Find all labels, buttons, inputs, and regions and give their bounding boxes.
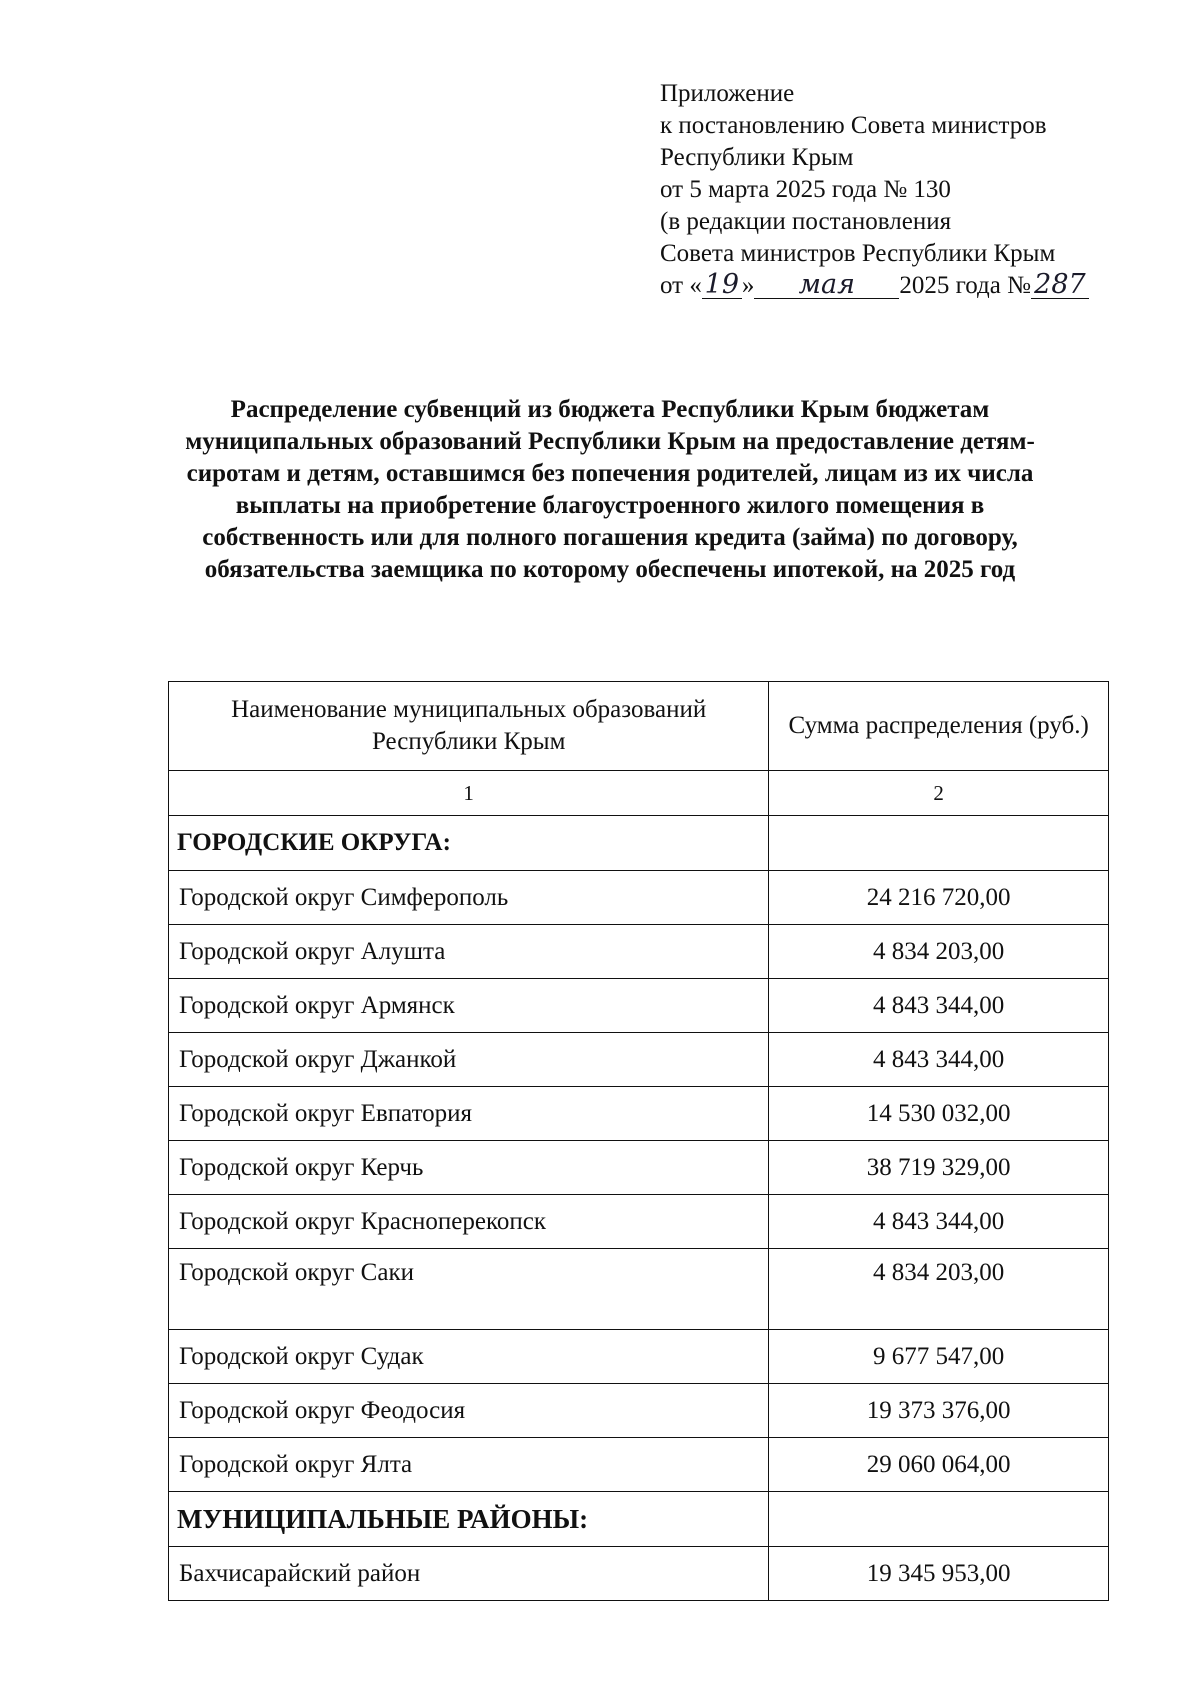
- header-line-2: к постановлению Совета министров: [660, 112, 1047, 139]
- header-line-3: Республики Крым: [660, 144, 854, 171]
- table-row: [169, 871, 1109, 925]
- table-row: [169, 1547, 1109, 1601]
- row-sum: 4 843 344,00: [769, 1033, 1109, 1087]
- row-sum: 9 677 547,00: [769, 1330, 1109, 1384]
- table-row: [169, 1438, 1109, 1492]
- section-title-urban: ГОРОДСКИЕ ОКРУГА:: [169, 816, 769, 871]
- table-row: [169, 1384, 1109, 1438]
- row-sum: 4 843 344,00: [769, 979, 1109, 1033]
- column-header-name: Наименование муниципальных образований Республики Крым: [169, 682, 769, 771]
- row-name: Городской округ Красноперекопск: [169, 1195, 769, 1249]
- section-empty-cell: [769, 816, 1109, 871]
- table-row: [169, 1249, 1109, 1330]
- row-sum: 4 834 203,00: [769, 1249, 1109, 1330]
- document-title: Распределение субвенций из бюджета Республики Крым бюджетам муниципальных образований Республики Крым на предоставление детям-сиротам и детям, оставшимся без попечения родителей, лицам из их числа выплаты на приобретение благоустроенного жилого помещения в собственность или для полного погашения кредита (займа) по договору, обязательства заемщика по которому обеспечены ипотекой, на 2025 год: [185, 396, 1035, 583]
- table-row: [169, 1330, 1109, 1384]
- header-line-5: (в редакции постановления: [660, 208, 952, 235]
- row-name: Городской округ Армянск: [169, 979, 769, 1033]
- date-mid: »: [741, 272, 755, 299]
- date-year: 2025 года №: [899, 272, 1031, 299]
- row-name: Городской округ Саки: [169, 1249, 769, 1330]
- appendix-header: [660, 78, 1140, 302]
- table-row: [169, 979, 1109, 1033]
- column-number-row: [169, 771, 1109, 816]
- handwritten-month: мая: [754, 272, 899, 299]
- row-name: Городской округ Судак: [169, 1330, 769, 1384]
- section-row-urban: [169, 816, 1109, 871]
- handwritten-day: 19: [702, 272, 742, 299]
- row-sum: 29 060 064,00: [769, 1438, 1109, 1492]
- row-sum: 38 719 329,00: [769, 1141, 1109, 1195]
- row-sum: 19 373 376,00: [769, 1384, 1109, 1438]
- table-row: [169, 1033, 1109, 1087]
- section-title-districts: МУНИЦИПАЛЬНЫЕ РАЙОНЫ:: [169, 1492, 769, 1547]
- row-sum: 4 843 344,00: [769, 1195, 1109, 1249]
- row-name: Городской округ Алушта: [169, 925, 769, 979]
- row-sum: 4 834 203,00: [769, 925, 1109, 979]
- row-sum: 19 345 953,00: [769, 1547, 1109, 1601]
- row-name: Бахчисарайский район: [169, 1547, 769, 1601]
- table-row: [169, 1141, 1109, 1195]
- section-row-districts: [169, 1492, 1109, 1547]
- row-sum: 14 530 032,00: [769, 1087, 1109, 1141]
- header-line-1: Приложение: [660, 80, 795, 107]
- distribution-table: [168, 681, 1109, 1601]
- section-empty-cell: [769, 1492, 1109, 1547]
- row-name: Городской округ Джанкой: [169, 1033, 769, 1087]
- row-name: Городской округ Феодосия: [169, 1384, 769, 1438]
- handwritten-number: 287: [1031, 272, 1089, 299]
- column-number-2: 2: [769, 771, 1109, 816]
- row-name: Городской округ Симферополь: [169, 871, 769, 925]
- header-date-line: [660, 270, 1140, 302]
- row-name: Городской округ Керчь: [169, 1141, 769, 1195]
- header-line-6: Совета министров Республики Крым: [660, 240, 1056, 267]
- column-number-1: 1: [169, 771, 769, 816]
- date-prefix: от «: [660, 272, 702, 299]
- table-row: [169, 1087, 1109, 1141]
- row-name: Городской округ Ялта: [169, 1438, 769, 1492]
- row-sum: 24 216 720,00: [769, 871, 1109, 925]
- column-header-sum: Сумма распределения (руб.): [769, 682, 1109, 771]
- table-row: [169, 925, 1109, 979]
- row-name: Городской округ Евпатория: [169, 1087, 769, 1141]
- table-row: [169, 1195, 1109, 1249]
- table-header-row: [169, 682, 1109, 771]
- header-line-4: от 5 марта 2025 года № 130: [660, 176, 951, 203]
